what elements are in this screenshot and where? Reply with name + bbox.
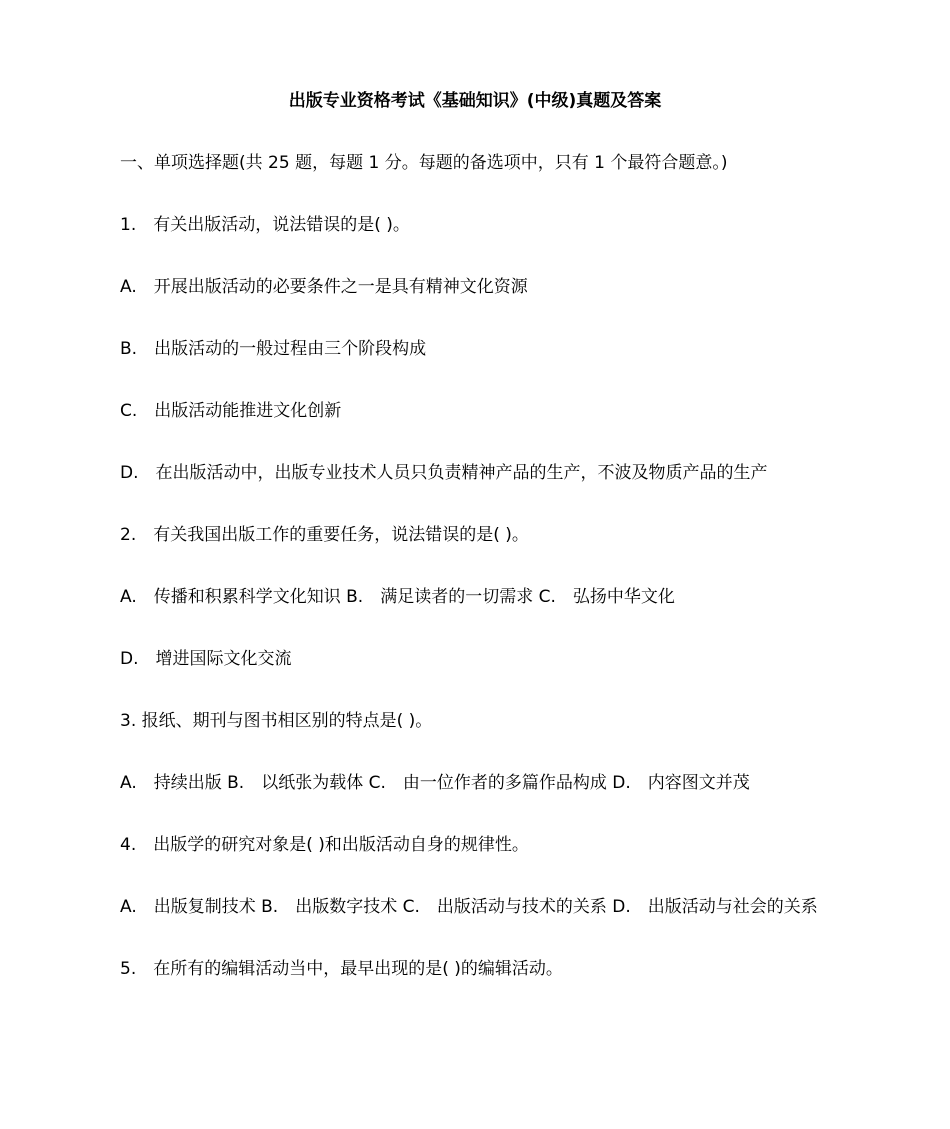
section-heading: 一、单项选择题(共 25 题，每题 1 分。每题的备选项中，只有 1 个最符合题意。) bbox=[120, 153, 728, 173]
question-2-option-d: D. 增进国际文化交流 bbox=[120, 649, 292, 669]
question-3-options: A. 持续出版 B. 以纸张为载体 C. 由一位作者的多篇作品构成 D. 内容图文并茂 bbox=[120, 773, 750, 793]
question-1: 1. 有关出版活动，说法错误的是( )。 bbox=[120, 215, 410, 235]
question-1-option-c: C. 出版活动能推进文化创新 bbox=[120, 401, 342, 421]
question-1-option-a: A. 开展出版活动的必要条件之一是具有精神文化资源 bbox=[120, 277, 528, 297]
question-4: 4. 出版学的研究对象是( )和出版活动自身的规律性。 bbox=[120, 835, 529, 855]
question-1-option-d: D. 在出版活动中，出版专业技术人员只负责精神产品的生产，不波及物质产品的生产 bbox=[120, 463, 768, 483]
question-2-options-abc: A. 传播和积累科学文化知识 B. 满足读者的一切需求 C. 弘扬中华文化 bbox=[120, 587, 675, 607]
question-5: 5. 在所有的编辑活动当中，最早出现的是( )的编辑活动。 bbox=[120, 959, 563, 979]
question-2: 2. 有关我国出版工作的重要任务，说法错误的是( )。 bbox=[120, 525, 529, 545]
question-1-option-b: B. 出版活动的一般过程由三个阶段构成 bbox=[120, 339, 427, 359]
question-4-options: A. 出版复制技术 B. 出版数字技术 C. 出版活动与技术的关系 D. 出版活动与社会的关系 bbox=[120, 897, 818, 917]
document-title: 出版专业资格考试《基础知识》(中级)真题及答案 bbox=[288, 91, 662, 111]
question-3: 3. 报纸、期刊与图书相区别的特点是( )。 bbox=[120, 711, 433, 731]
